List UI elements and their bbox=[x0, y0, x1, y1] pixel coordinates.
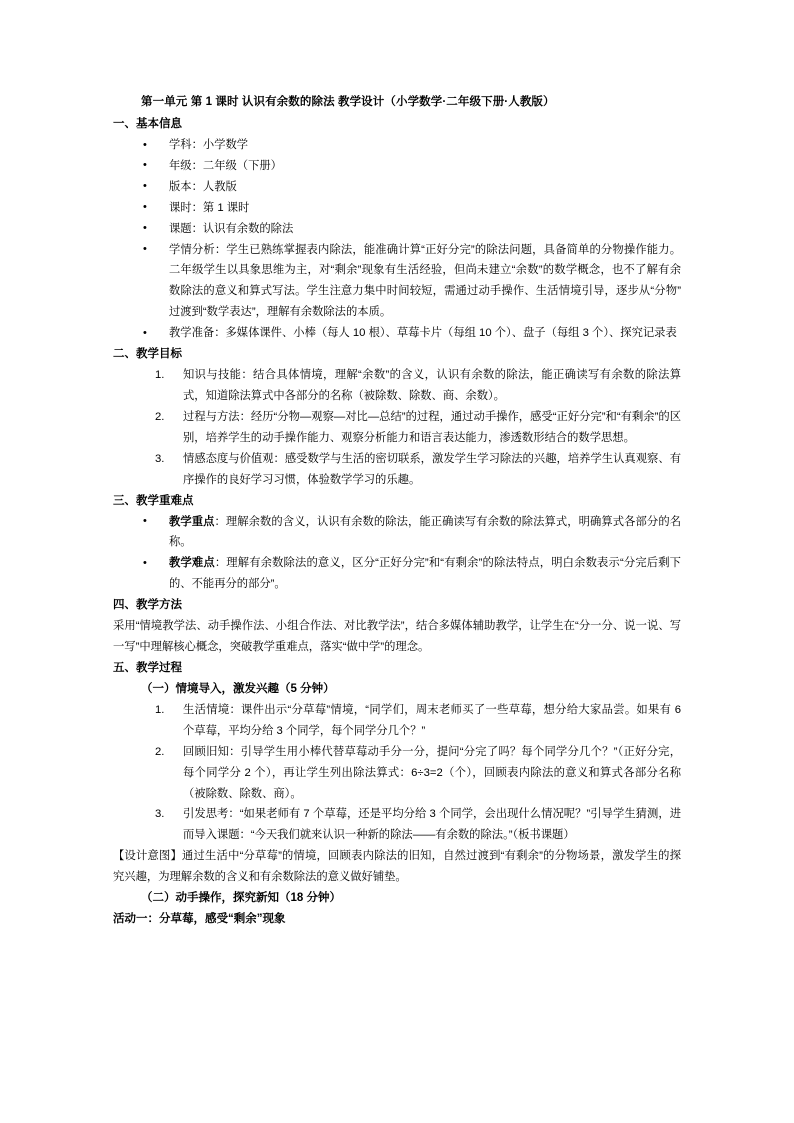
list-item bbox=[113, 512, 681, 554]
list-item: 生活情境：课件出示“分草莓”情境，“同学们，周末老师买了一些草莓，想分给大家品尝。如果有 6 个草莓，平均分给 3 个同学，每个同学分几个？” bbox=[183, 703, 681, 737]
section-heading-basic-info: 一、基本信息 bbox=[113, 118, 182, 130]
section-heading-key-points: 三、教学重难点 bbox=[113, 494, 194, 507]
key-point-label: 教学难点 bbox=[169, 557, 215, 570]
section-heading-objectives: 二、教学目标 bbox=[113, 348, 182, 361]
list-item: • 版本：人教版 bbox=[113, 177, 681, 198]
list-item: • 教学准备：多媒体课件、小棒（每人 10 根）、草莓卡片（每组 10 个）、盘子（每组 3 个）、探究记录表 bbox=[113, 323, 681, 344]
activity-one-heading: 活动一：分草莓，感受“剩余”现象 bbox=[113, 913, 286, 926]
list-item: 引发思考：“如果老师有 7 个草莓，还是平均分给 3 个同学，会出现什么情况呢？”引导学生猜测，进而导入课题：“今天我们就来认识一种新的除法——有余数的除法。”（板书课题） bbox=[183, 808, 681, 842]
list-item: • 学情分析：学生已熟练掌握表内除法，能准确计算“正好分完”的除法问题，具备简单的分物操作能力。二年级学生以具象思维为主，对“剩余”现象有生活经验，但尚未建立“余数”的数学概念，也不了解有余数除法的意义和算式写法。学生注意力集中时间较短，需通过动手操作、生活情境引导，逐步从“分物”过渡到“数学表达”，理解有余数除法的本质。 bbox=[113, 240, 681, 324]
design-note-part-one: 【设计意图】通过生活中“分草莓”的情境，回顾表内除法的旧知，自然过渡到“有剩余”的分物场景，激发学生的探究兴趣，为理解余数的含义和有余数除法的意义做好铺垫。 bbox=[113, 850, 681, 884]
list-item: 过程与方法：经历“分物—观察—对比—总结”的过程，通过动手操作，感受“正好分完”和“有剩余”的区别，培养学生的动手操作能力、观察分析能力和语言表达能力，渗透数形结合的数学思想。 bbox=[183, 410, 681, 444]
document-body bbox=[113, 92, 681, 930]
methods-paragraph: 采用“情境教学法、动手操作法、小组合作法、对比教学法”，结合多媒体辅助教学，让学生在“分一分、说一说、写一写”中理解核心概念，突破教学重难点，落实“做中学”的理念。 bbox=[113, 620, 681, 654]
list-item: • 学科：小学数学 bbox=[113, 135, 681, 156]
objectives-list bbox=[113, 365, 681, 490]
section-heading-methods: 四、教学方法 bbox=[113, 599, 182, 612]
process-part-one-heading: （一）情境导入，激发兴趣（5 分钟） bbox=[141, 682, 335, 695]
list-item: 回顾旧知：引导学生用小棒代替草莓动手分一分，提问“分完了吗？每个同学分几个？”（正好分完，每个同学分 2 个），再让学生列出除法算式：6÷3=2（个），回顾表内除法的意义和算式各部分名称（被除数、除数、商）。 bbox=[183, 745, 681, 800]
key-point-text: ：理解余数的含义，认识有余数的除法，能正确读写有余数的除法算式，明确算式各部分的名称。 bbox=[169, 515, 681, 549]
key-point-label: 教学重点 bbox=[169, 515, 215, 528]
key-points-list bbox=[113, 512, 681, 596]
basic-info-list bbox=[113, 135, 681, 344]
page-title: 第一单元 第 1 课时 认识有余数的除法 教学设计（小学数学·二年级下册·人教版） bbox=[141, 96, 555, 108]
section-heading-process: 五、教学过程 bbox=[113, 661, 182, 674]
list-item: 知识与技能：结合具体情境，理解“余数”的含义，认识有余数的除法，能正确读写有余数的除法算式，知道除法算式中各部分的名称（被除数、除数、商、余数）。 bbox=[183, 369, 681, 402]
process-part-one-list bbox=[113, 700, 681, 846]
list-item: 情感态度与价值观：感受数学与生活的密切联系，激发学生学习除法的兴趣，培养学生认真观察、有序操作的良好学习习惯，体验数学学习的乐趣。 bbox=[183, 452, 681, 486]
process-part-two-heading: （二）动手操作，探究新知（18 分钟） bbox=[141, 892, 341, 905]
list-item: • 课题：认识有余数的除法 bbox=[113, 219, 681, 240]
key-point-text: ：理解有余数除法的意义，区分“正好分完”和“有剩余”的除法特点，明白余数表示“分完后剩下的、不能再分的部分”。 bbox=[169, 557, 681, 591]
list-item bbox=[113, 553, 681, 595]
list-item: • 年级：二年级（下册） bbox=[113, 156, 681, 177]
list-item: • 课时：第 1 课时 bbox=[113, 198, 681, 219]
